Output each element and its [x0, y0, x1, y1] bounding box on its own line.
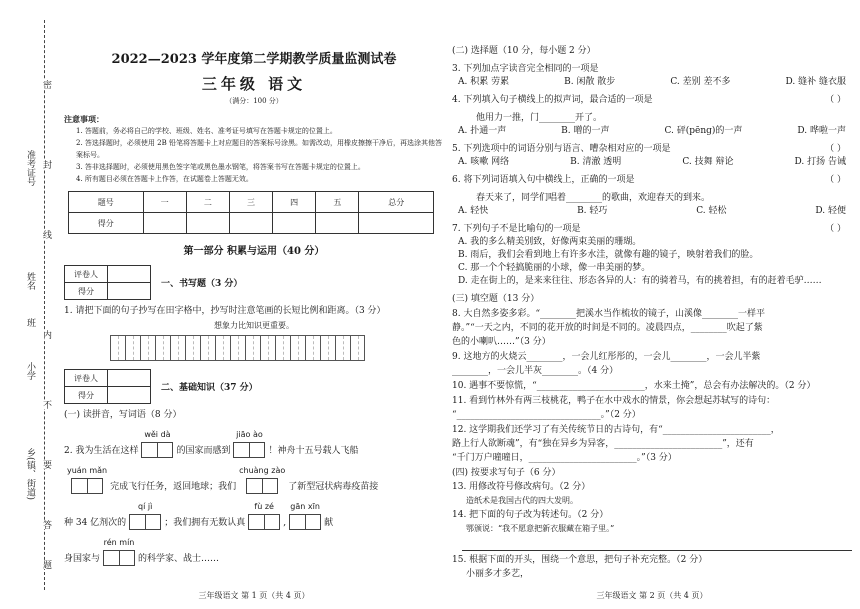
pinyin-line: [64, 428, 444, 458]
notice-item: 1. 答题前，务必将自己的学校、班级、姓名、准考证号填写在答题卡规定的位置上。: [76, 127, 337, 135]
score-cell[interactable]: [186, 213, 229, 234]
grid-cell[interactable]: [125, 335, 140, 361]
option[interactable]: B. 闲散 散步: [564, 77, 616, 87]
grid-cell[interactable]: [320, 335, 335, 361]
score-table-header: 三: [229, 192, 272, 213]
q14-sentence: 鄂颁说：“我不愿意把新衣服藏在箱子里。”: [466, 524, 615, 533]
q2-text: ！神舟十五号载人飞船: [268, 446, 359, 456]
grid-cell[interactable]: [110, 335, 125, 361]
option[interactable]: A. 咳嗽 网络: [458, 157, 510, 167]
pinyin: jiāo ào: [236, 430, 263, 439]
option[interactable]: B. 噌的一声: [561, 126, 610, 136]
score-label: 得分: [65, 283, 108, 300]
q8-line: 静。”“一天之内，不同的花开放的时间是不同的。凌晨四点，________吹起了紫: [452, 323, 763, 333]
subsection-4-title: (四) 按要求写句子（6 分）: [452, 468, 561, 478]
question-1: 1. 请把下面的句子抄写在田字格中，抄写时注意笔画的长短比例和距离。（3 分）: [64, 306, 386, 316]
q2-text: 2. 我为生活在这样: [64, 446, 139, 456]
score-cell[interactable]: [229, 213, 272, 234]
notice-heading: 注意事项：: [64, 114, 104, 124]
option[interactable]: C. 砰(pēng)的一声: [664, 126, 743, 136]
seal-char: 答: [41, 520, 51, 529]
q7-options: [452, 236, 852, 288]
q4-options: [452, 125, 852, 138]
q2-text: 种 34 亿剂次的: [64, 518, 127, 528]
option[interactable]: B. 清澈 透明: [570, 157, 622, 167]
score-cell[interactable]: [316, 213, 359, 234]
score-table: [68, 191, 434, 234]
question-9: [452, 350, 852, 378]
q2-text: 的国家而感到: [176, 446, 231, 456]
score-field[interactable]: [108, 283, 151, 300]
option[interactable]: D. 走在街上的，是来来往往、形态各异的人：有的骑着马，有的挑着担，有的赶着毛驴……: [458, 276, 822, 286]
seal-dashed-line: [44, 20, 45, 590]
seal-char: 不: [41, 400, 51, 409]
q2-text: 献: [324, 518, 334, 528]
grader-label: 评卷人: [65, 370, 108, 387]
pinyin: yuán mǎn: [67, 466, 108, 475]
pinyin-box[interactable]: [141, 428, 173, 458]
exam-subject: 三年级 语文: [201, 75, 307, 93]
q3-options: [452, 76, 852, 89]
score-table-row: [69, 213, 434, 234]
pinyin-box[interactable]: [129, 500, 161, 530]
score-table-header-row: [69, 192, 434, 213]
grid-cell[interactable]: [260, 335, 275, 361]
class-label: 班: [25, 318, 35, 327]
option[interactable]: C. 那一个个轻搞脆丽的小球，像一串美丽的梦。: [458, 263, 651, 273]
page-footer: 三年级语文 第 2 页（共 4 页）: [596, 591, 708, 600]
q8-line: 色的小喇叭……”（3 分）: [452, 337, 551, 347]
pinyin: chuàng zào: [239, 466, 286, 475]
score-table-header: 五: [316, 192, 359, 213]
pinyin-box[interactable]: [67, 464, 107, 494]
notice-item: 4. 所有题目必须在答题卡上作答，在试题卷上答题无效。: [76, 175, 253, 183]
score-cell[interactable]: [359, 213, 434, 234]
grader-label: 评卷人: [65, 266, 108, 283]
question-10: 10. 遇事不要惊慌，“________________________，水来土掩”，总会有办法解决的。（2 分）: [452, 381, 816, 391]
grid-cell[interactable]: [215, 335, 230, 361]
grader-field[interactable]: [108, 370, 151, 387]
q2-text: 的科学家、战士……: [138, 554, 220, 564]
grader-box-1: [64, 265, 444, 300]
grid-cell[interactable]: [335, 335, 350, 361]
q2-text: 了新型冠状病毒疫苗接: [288, 482, 379, 492]
grid-cell[interactable]: [290, 335, 305, 361]
option[interactable]: D. 打扬 告诫: [794, 157, 846, 167]
q13-sentence: 造纸术是我国古代的四大发明。: [466, 496, 578, 505]
q6-text: 6. 将下列词语填入句中横线上，正确的一项是: [452, 175, 635, 185]
question-3: [452, 62, 852, 76]
question-8: [452, 307, 852, 349]
q5-options: [452, 156, 852, 169]
question-13: 13. 用修改符号修改病句。（2 分）: [452, 482, 591, 492]
answer-paren[interactable]: （ ）: [825, 175, 846, 185]
option[interactable]: D. 轻便: [815, 206, 846, 216]
score-cell[interactable]: [143, 213, 186, 234]
question-14: 14. 把下面的句子改为转述句。（2 分）: [452, 510, 609, 520]
q4-text: 4. 下列填入句子横线上的拟声词，最合适的一项是: [452, 95, 653, 105]
score-table-header: 一: [143, 192, 186, 213]
question-15: 15. 根据下面的开头，围绕一个意思，把句子补充完整。（2 分）: [452, 555, 708, 565]
grid-cell[interactable]: [140, 335, 155, 361]
q3-text: 3. 下列加点字读音完全相同的一项是: [452, 64, 599, 74]
notice-item: 2. 答选择题时，必须使用 2B 铅笔将答题卡上对应题目的答案标号涂黑。如需改动，用橡皮擦擦干净后，再选涂其他答案标号。: [76, 139, 442, 159]
subsection-1-title: (一) 读拼音，写词语（8 分）: [64, 410, 182, 420]
answer-paren[interactable]: （ ）: [825, 224, 846, 234]
question-7: [452, 222, 852, 236]
grid-cell[interactable]: [305, 335, 320, 361]
section-1-title: 一、书写题（3 分）: [161, 279, 243, 289]
grader-field[interactable]: [108, 266, 151, 283]
exam-page-1: [64, 0, 444, 609]
grader-table: [64, 369, 151, 404]
seal-char: 线: [41, 230, 51, 239]
pinyin-line: [64, 464, 444, 494]
question-12: [452, 423, 852, 465]
answer-paren[interactable]: （ ）: [825, 144, 846, 154]
grid-cell[interactable]: [170, 335, 185, 361]
pinyin-box[interactable]: [239, 464, 285, 494]
q7-text: 7. 下列句子不是比喻句的一项是: [452, 224, 581, 234]
page-footer: 三年级语文 第 1 页（共 4 页）: [198, 591, 310, 600]
township-label: 乡(镇、街道): [25, 448, 35, 501]
name-label: 姓名: [25, 272, 35, 290]
subsection-3-title: (三) 填空题（13 分）: [452, 294, 540, 304]
pinyin-line: [64, 536, 444, 566]
grid-cell[interactable]: [275, 335, 290, 361]
score-field[interactable]: [108, 387, 151, 404]
notice-item: 3. 答非选择题时，必须使用黑色签字笔或黑色墨水钢笔，将答案书写在答题卡规定的位置上。: [76, 163, 365, 171]
score-row-label: 得分: [69, 213, 144, 234]
grid-cell[interactable]: [245, 335, 260, 361]
q2-text: 完成飞行任务，返回地球；我们: [110, 482, 237, 492]
pinyin-box[interactable]: [233, 428, 265, 458]
pinyin: qí jì: [138, 502, 153, 511]
notice-list: [64, 125, 444, 185]
seal-char: 题: [41, 560, 51, 569]
score-table-header: 四: [273, 192, 316, 213]
writing-grid[interactable]: [110, 335, 444, 361]
option[interactable]: D. 哗啦一声: [797, 126, 846, 136]
grid-cell[interactable]: [200, 335, 215, 361]
option[interactable]: A. 我的多么精美别致，好像两束美丽的珊瑚。: [458, 237, 642, 247]
part1-title: 第一部分 积累与运用（40 分）: [183, 246, 325, 257]
seal-char: 密: [41, 80, 51, 89]
pinyin-line: 种 34 亿剂次的 qí jì ；我们拥有无数认真 fù zé , gān xīn 献: [64, 502, 334, 528]
question-6: [452, 173, 852, 187]
pinyin-box[interactable]: [248, 500, 280, 530]
seal-char: 内: [41, 330, 51, 339]
q15-start: 小丽多才多艺，: [466, 569, 530, 579]
grader-table: [64, 265, 151, 300]
school-label: 小学: [25, 362, 35, 380]
option[interactable]: C. 差别 差不多: [670, 77, 731, 87]
grader-box-2: [64, 369, 444, 404]
q11-line: “________________________________。”（2 分）: [452, 410, 641, 420]
option[interactable]: B. 雨后，我们会看到地上有许多水洼，就像有趣的镜子，映射着我们的脸。: [458, 250, 759, 260]
option[interactable]: A. 积累 劳累: [458, 77, 510, 87]
copy-sentence: 想象力比知识更重要。: [214, 321, 294, 330]
option[interactable]: A. 扑通一声: [458, 126, 507, 136]
pinyin: rén mín: [103, 538, 135, 547]
option[interactable]: B. 轻巧: [577, 206, 608, 216]
q9-line: ________，一会儿半灰________。（4 分）: [452, 366, 619, 376]
full-score-note: （满分：100 分）: [225, 97, 283, 105]
section-2-title: 二、基础知识（37 分）: [161, 383, 258, 393]
score-table-header: 二: [186, 192, 229, 213]
score-table-header: 题号: [69, 192, 144, 213]
question-11: [452, 394, 852, 422]
grid-cell[interactable]: [350, 335, 365, 361]
option[interactable]: D. 缝补 缝衣服: [785, 77, 846, 87]
option[interactable]: C. 技舞 辩论: [682, 157, 734, 167]
q11-line: 11. 看到竹林外有两三枝桃花，鸭子在水中戏水的情景，你会想起苏轼写的诗句：: [452, 396, 776, 406]
q2-text: ；我们拥有无数认真: [164, 518, 246, 528]
q8-line: 8. 大自然多姿多彩。“________把溪水当作梳妆的镜子，山溪像________一样平: [452, 309, 766, 319]
pinyin: fù zé: [254, 502, 274, 511]
option[interactable]: A. 轻快: [458, 206, 489, 216]
grid-cell[interactable]: [185, 335, 200, 361]
q2-text: 身国家与: [64, 554, 101, 564]
score-table-header: 总分: [359, 192, 434, 213]
question-4: [452, 93, 852, 107]
q9-line: 9. 这地方的火烧云________，一会儿红彤彤的，一会儿________，一会儿半紫: [452, 352, 761, 362]
binding-strip: [0, 0, 62, 609]
q4-sub: 他用力一推，门________开了。: [476, 113, 603, 123]
question-5: [452, 142, 852, 156]
answer-line[interactable]: [462, 536, 852, 551]
answer-paren[interactable]: （ ）: [825, 95, 846, 105]
q12-line: 12. 这学期我们还学习了有关传统节日的古诗句，有“________________________，: [452, 425, 780, 435]
seal-char: 要: [41, 460, 51, 469]
exam-no-label: 准考证号: [25, 150, 35, 186]
score-label: 得分: [65, 387, 108, 404]
subsection-2-title: (二) 选择题（10 分，每小题 2 分）: [452, 46, 596, 56]
pinyin-box[interactable]: [103, 536, 135, 566]
grid-cell[interactable]: [230, 335, 245, 361]
exam-page-2: [452, 0, 852, 609]
q5-text: 5. 下列选项中的词语分别与语言、嘈杂相对应的一项是: [452, 144, 671, 154]
pinyin: wěi dà: [144, 430, 171, 439]
pinyin: gān xīn: [290, 502, 320, 511]
q6-sub: 春天来了，同学们唱着________的歌曲，欢迎春天的到来。: [476, 193, 711, 203]
option[interactable]: C. 轻松: [696, 206, 727, 216]
exam-title: 2022—2023 学年度第二学期教学质量监测试卷: [111, 52, 397, 67]
seal-char: 封: [41, 160, 51, 169]
pinyin-box[interactable]: [289, 500, 321, 530]
grid-cell[interactable]: [155, 335, 170, 361]
q12-line: “千门万户曈曈日，________________________。”（3 分）: [452, 453, 677, 463]
score-cell[interactable]: [273, 213, 316, 234]
q6-options: [452, 205, 852, 218]
q12-line: 路上行人欲断魂”，有“独在异乡为异客，________________________”，还有: [452, 439, 754, 449]
